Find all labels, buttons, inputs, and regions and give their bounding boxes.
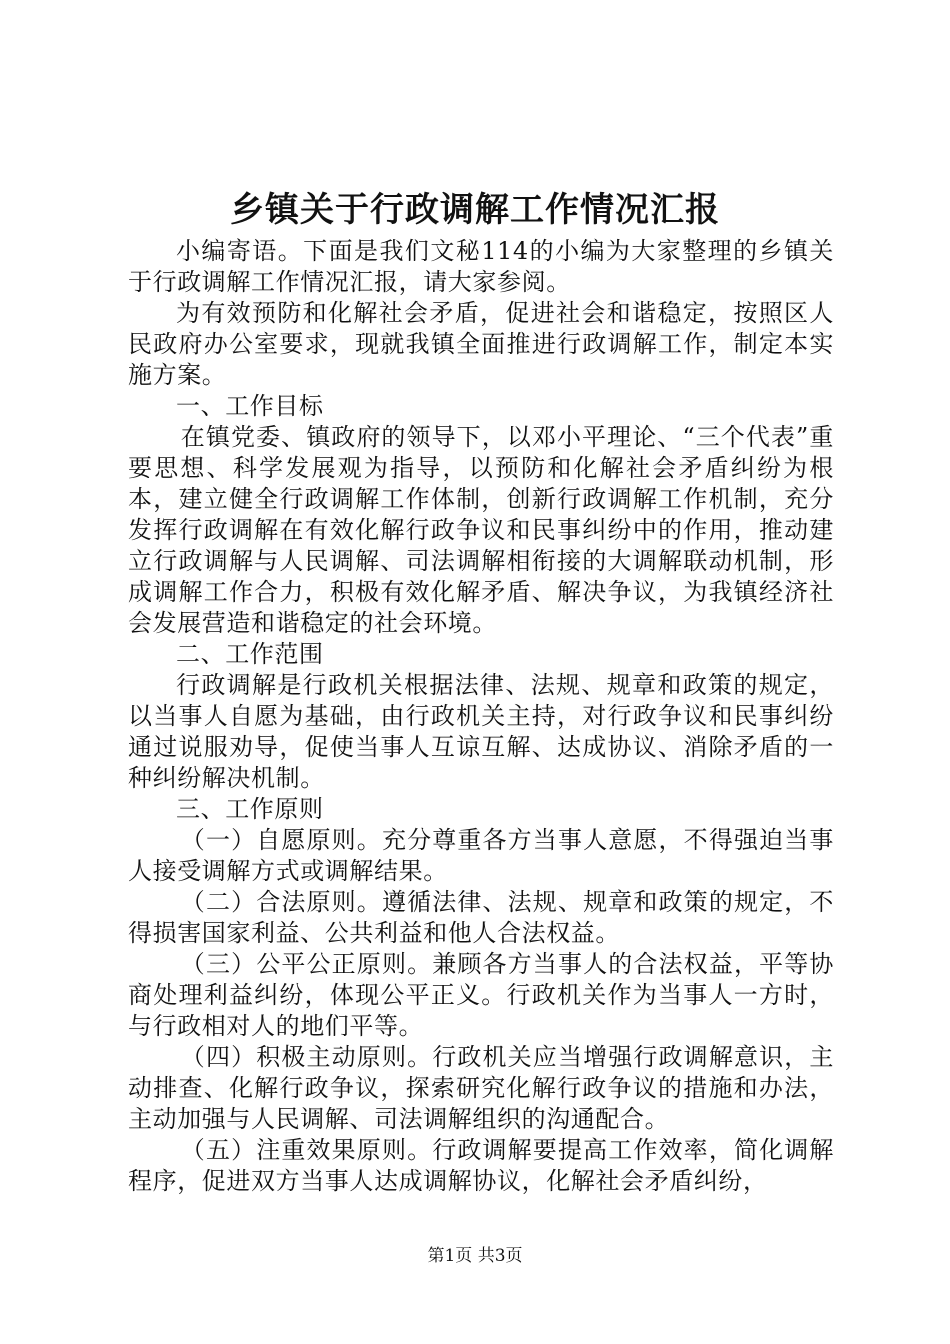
heading-work-principles: 三、工作原则 <box>176 795 324 823</box>
principle-legal: （二）合法原则。遵循法律、法规、规章和政策的规定，不得损害国家利益、公共利益和他人合法权益。 <box>128 888 834 947</box>
paragraph-work-scope: 行政调解是行政机关根据法律、法规、规章和政策的规定，以当事人自愿为基础，由行政机关主持，对行政争议和民事纠纷通过说服劝导，促使当事人互谅互解、达成协议、消除矛盾的一种纠纷解决机制。 <box>128 671 834 792</box>
page-footer: 第1页 共3页 <box>427 1246 523 1266</box>
paragraph-intro: 小编寄语。下面是我们文秘114的小编为大家整理的乡镇关于行政调解工作情况汇报，请大家参阅。 <box>128 237 834 296</box>
document-title: 乡镇关于行政调解工作情况汇报 <box>230 190 720 230</box>
heading-work-scope: 二、工作范围 <box>176 640 324 668</box>
document-body <box>128 236 834 1197</box>
heading-work-goal: 一、工作目标 <box>176 392 324 420</box>
principle-voluntary: （一）自愿原则。充分尊重各方当事人意愿，不得强迫当事人接受调解方式或调解结果。 <box>128 826 834 885</box>
paragraph-purpose: 为有效预防和化解社会矛盾，促进社会和谐稳定，按照区人民政府办公室要求，现就我镇全面推进行政调解工作，制定本实施方案。 <box>128 299 834 389</box>
principle-proactive: （四）积极主动原则。行政机关应当增强行政调解意识，主动排查、化解行政争议，探索研究化解行政争议的措施和办法，主动加强与人民调解、司法调解组织的沟通配合。 <box>128 1043 834 1133</box>
paragraph-work-goal: 在镇党委、镇政府的领导下，以邓小平理论、“三个代表”重要思想、科学发展观为指导，以预防和化解社会矛盾纠纷为根本，建立健全行政调解工作体制，创新行政调解工作机制，充分发挥行政调解在有效化解行政争议和民事纠纷中的作用，推动建立行政调解与人民调解、司法调解相衔接的大调解联动机制，形成调解工作合力，积极有效化解矛盾、解决争议，为我镇经济社会发展营造和谐稳定的社会环境。 <box>128 423 834 637</box>
principle-fairness: （三）公平公正原则。兼顾各方当事人的合法权益，平等协商处理利益纠纷，体现公平正义。行政机关作为当事人一方时，与行政相对人的地们平等。 <box>128 950 834 1040</box>
principle-effectiveness: （五）注重效果原则。行政调解要提高工作效率，简化调解程序，促进双方当事人达成调解协议，化解社会矛盾纠纷， <box>128 1136 834 1195</box>
